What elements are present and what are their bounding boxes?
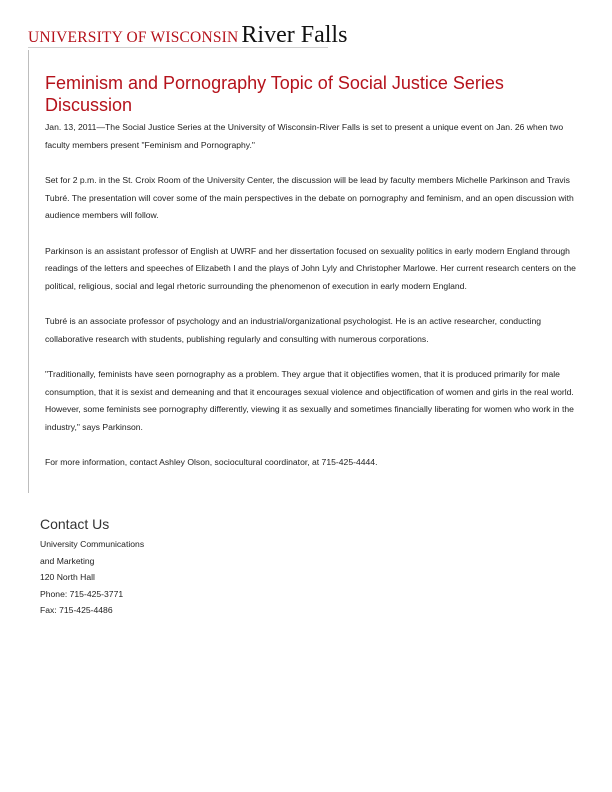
article-paragraph-quote: "Traditionally, feminists have seen pornography as a problem. They argue that it objectifies women, that it is produced primarily for male consumption, that it is sexist and demeaning and that it encourages sexual violence and objectification of women and girls in the real world. However, some feminists see pornography differently, viewing it as sexually and sometimes financially liberating for women who work in the industry," says Parkinson.: [45, 369, 574, 433]
article-paragraph-contact-info: For more information, contact Ashley Olson, sociocultural coordinator, at 715-425-4444.: [45, 457, 378, 468]
masthead-divider: [28, 47, 328, 48]
university-masthead[interactable]: [28, 22, 347, 49]
contact-us-section: [40, 516, 280, 619]
article-paragraph-event-details: Set for 2 p.m. in the St. Croix Room of the University Center, the discussion will be lead by faculty members Michelle Parkinson and Travis Tubré. The presentation will cover some of the main perspectives in the debate on pornography and feminism, and an open discussion with audience members will follow.: [45, 174, 574, 221]
news-article: [45, 72, 585, 490]
article-paragraph-tubre-bio: Tubré is an associate professor of psychology and an industrial/organizational psychologist. He is an active researcher, conducting collaborative research with students, publishing regularly and consulting with numerous corporations.: [45, 316, 542, 344]
contact-line-office-cont: and Marketing: [40, 555, 95, 566]
contact-line-office: University Communications: [40, 539, 145, 549]
contact-line-address: 120 North Hall: [40, 572, 95, 582]
article-paragraph-parkinson-bio: Parkinson is an assistant professor of English at UWRF and her dissertation focused on sexuality politics in early modern England through readings of the letters and speeches of Elizabeth I and the plays of John Lyly and Christopher Marlowe. Her current research centers on the political, religious, social and legal rhetoric surrounding the phenomenon of execution in early modern England.: [45, 245, 576, 291]
contact-line-fax: Fax: 715-425-4486: [40, 605, 113, 615]
article-title: Feminism and Pornography Topic of Social Justice Series Discussion: [45, 73, 504, 115]
masthead-university: UNIVERSITY OF WISCONSIN: [28, 29, 239, 46]
content-left-border: [28, 50, 29, 493]
contact-heading: Contact Us: [40, 516, 110, 532]
contact-line-phone: Phone: 715-425-3771: [40, 588, 124, 599]
masthead-campus: River Falls: [241, 22, 348, 48]
article-paragraph-dateline: Jan. 13, 2011—The Social Justice Series at the University of Wisconsin-River Falls is set to present a unique event on Jan. 26 when two faculty members present "Feminism and Pornography.": [45, 122, 564, 150]
